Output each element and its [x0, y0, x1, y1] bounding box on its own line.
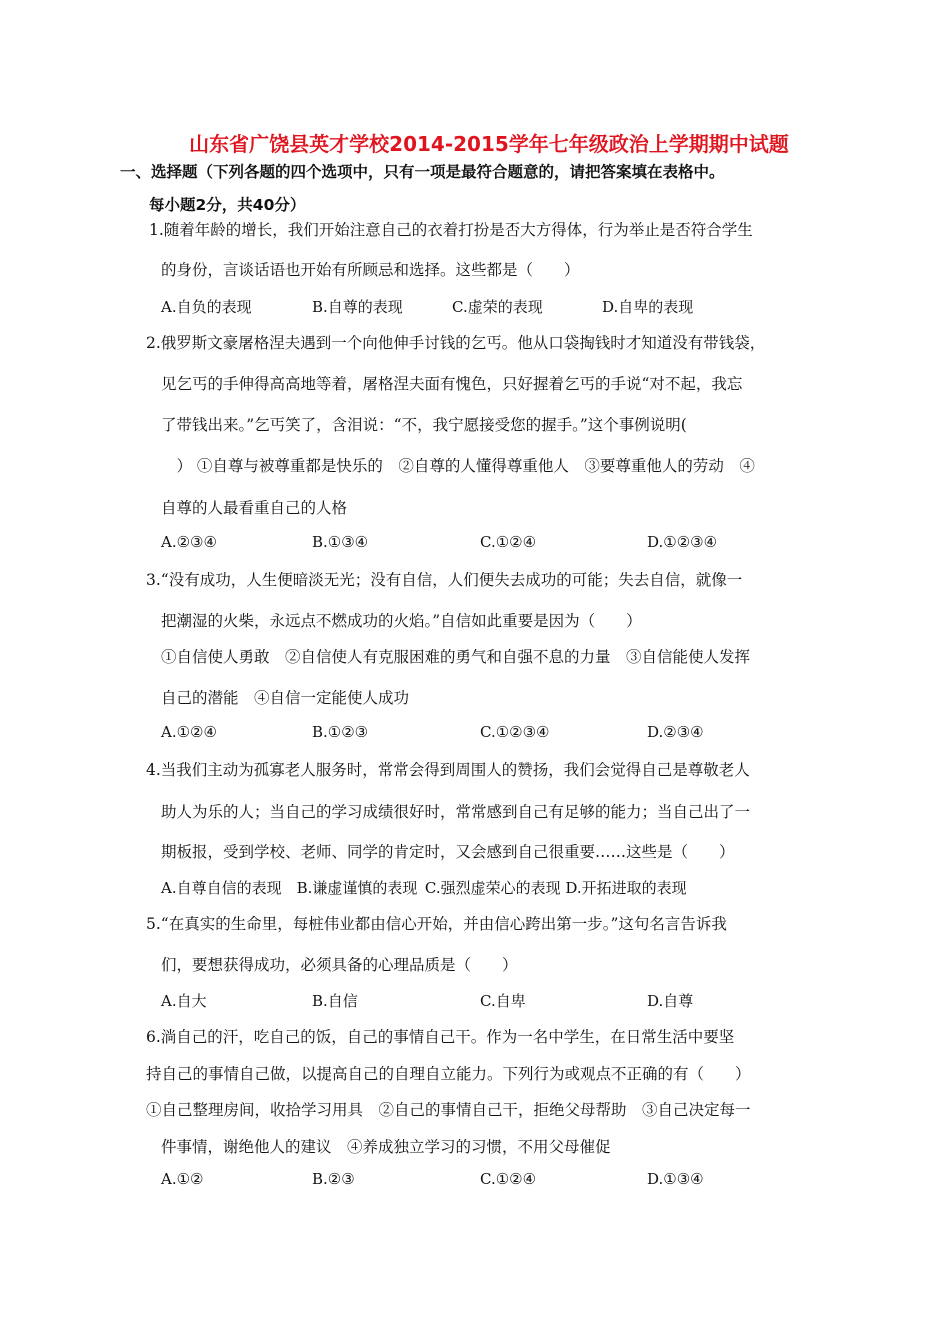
option-c[interactable]: C.虚荣的表现: [452, 298, 543, 316]
option-b[interactable]: B.②③: [312, 1170, 355, 1188]
question-line: 见乞丐的手伸得高高地等着，屠格涅夫面有愧色，只好握着乞丐的手说“对不起，我忘: [161, 375, 743, 393]
option-a[interactable]: A.①②④: [161, 723, 217, 741]
option-a[interactable]: A.自大: [161, 992, 207, 1010]
question-line: 3.“没有成功，人生便暗淡无光；没有自信，人们便失去成功的可能；失去自信，就像一: [146, 571, 743, 589]
section-heading-line1: 一、选择题（下列各题的四个选项中，只有一项是最符合题意的，请把答案填在表格中。: [120, 163, 725, 181]
option-c[interactable]: C.①②④: [480, 533, 537, 551]
option-d[interactable]: D.②③④: [647, 723, 704, 741]
options-row: A.自尊自信的表现 B.谦虚谨慎的表现 C.强烈虚荣心的表现 D.开拓进取的表现: [161, 879, 687, 897]
question-line: 把潮湿的火柴，永远点不燃成功的火焰。”自信如此重要是因为（ ）: [161, 612, 642, 630]
question-line: 持自己的事情自己做，以提高自己的自理自立能力。下列行为或观点不正确的有（ ）: [146, 1065, 751, 1083]
question-line: 4.当我们主动为孤寡老人服务时，常常会得到周围人的赞扬，我们会觉得自己是尊敬老人: [146, 761, 750, 779]
question-line: 件事情，谢绝他人的建议 ④养成独立学习的习惯，不用父母催促: [161, 1138, 611, 1156]
option-c[interactable]: C.自卑: [480, 992, 526, 1010]
option-d[interactable]: D.自卑的表现: [602, 298, 694, 316]
question-line: 了带钱出来。”乞丐笑了，含泪说：“不，我宁愿接受您的握手。”这个事例说明(: [161, 416, 687, 434]
question-line: 的身份，言谈话语也开始有所顾忌和选择。这些都是（ ）: [161, 261, 580, 279]
option-b[interactable]: B.自信: [312, 992, 358, 1010]
option-d[interactable]: D.①③④: [647, 1170, 704, 1188]
option-b[interactable]: B.①②③: [312, 723, 369, 741]
option-b[interactable]: B.①③④: [312, 533, 369, 551]
option-b[interactable]: B.自尊的表现: [312, 298, 403, 316]
option-a[interactable]: A.②③④: [161, 533, 217, 551]
question-line: 自尊的人最看重自己的人格: [161, 499, 348, 517]
question-line: 助人为乐的人；当自己的学习成绩很好时，常常感到自己有足够的能力；当自己出了一: [161, 803, 751, 821]
question-line: 们，要想获得成功，必须具备的心理品质是（ ）: [161, 956, 518, 974]
question-line: ①自己整理房间，收拾学习用具 ②自己的事情自己干，拒绝父母帮助 ③自己决定每一: [146, 1101, 751, 1119]
question-line: 2.俄罗斯文豪屠格涅夫遇到一个向他伸手讨钱的乞丐。他从口袋掏钱时才知道没有带钱袋，: [146, 334, 766, 352]
option-a[interactable]: A.自负的表现: [161, 298, 252, 316]
question-line: 自己的潜能 ④自信一定能使人成功: [161, 689, 410, 707]
option-d[interactable]: D.自尊: [647, 992, 694, 1010]
option-c[interactable]: C.①②④: [480, 1170, 537, 1188]
section-heading-line2: 每小题2分，共40分）: [149, 196, 306, 214]
question-line: 期板报，受到学校、老师、同学的肯定时，又会感到自己很重要……这些是（ ）: [161, 843, 735, 861]
question-line: 5.“在真实的生命里，每桩伟业都由信心开始，并由信心跨出第一步。”这句名言告诉我: [146, 915, 727, 933]
question-line: ①自信使人勇敢 ②自信使人有克服困难的勇气和自强不息的力量 ③自信能使人发挥: [161, 648, 751, 666]
question-line: 6.淌自己的汗，吃自己的饭，自己的事情自己干。作为一名中学生，在日常生活中要坚: [146, 1028, 735, 1046]
question-line: ） ①自尊与被尊重都是快乐的 ②自尊的人懂得尊重他人 ③要尊重他人的劳动 ④: [161, 457, 755, 475]
option-a[interactable]: A.①②: [161, 1170, 204, 1188]
question-line: 1.随着年龄的增长，我们开始注意自己的衣着打扮是否大方得体，行为举止是否符合学生: [149, 221, 753, 239]
exam-title: 山东省广饶县英才学校2014-2015学年七年级政治上学期期中试题: [189, 132, 789, 156]
option-c[interactable]: C.①②③④: [480, 723, 550, 741]
option-d[interactable]: D.①②③④: [647, 533, 718, 551]
